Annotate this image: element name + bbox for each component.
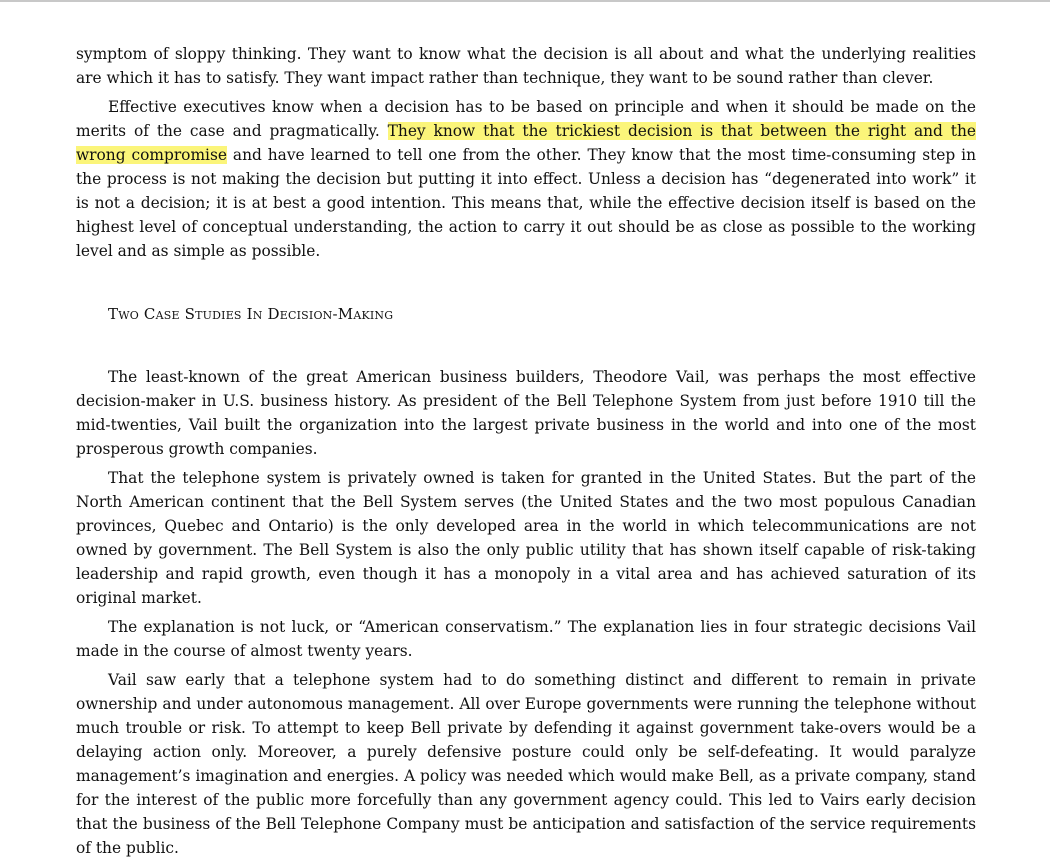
paragraph-continued: symptom of sloppy thinking. They want to know what the decision is all about and what the underlying realities are which it has to satisfy. They want impact rather than technique, they want to be sound rather than clever. — [76, 45, 976, 87]
paragraph-text: and have learned to tell one from the other. They know that the most time-consuming step in the process is not making the decision but putting it into effect. Unless a decision has “degenerated into work” it is not a decision; it is at best a good intention. This means that, while the effective decision itself is based on the highest level of conceptual understanding, the action to carry it out should be as close as possible to the working level and as simple as possible. — [76, 146, 976, 260]
paragraph-effective-executives — [76, 95, 976, 263]
window-top-edge — [0, 0, 1050, 2]
paragraph-text: Effective executives know when a decision has to be based on principle and when it should be made on the merits of the case and pragmatically. — [76, 98, 976, 140]
highlighted-passage[interactable]: They know that the trickiest decision is that between the right and the wrong compromise — [76, 122, 977, 164]
paragraph-explanation: The explanation is not luck, or “American conservatism.” The explanation lies in four strategic decisions Vail made in the course of almost twenty years. — [76, 618, 976, 660]
paragraph-telephone-ownership: That the telephone system is privately owned is taken for granted in the United States. But the part of the North American continent that the Bell System serves (the United States and the two most populous Canadian provinces, Quebec and Ontario) is the only developed area in the world in which telecommunications are not owned by government. The Bell System is also the only public utility that has shown itself capable of risk-taking leadership and rapid growth, even though it has a monopoly in a vital area and has achieved saturation of its original market. — [76, 469, 976, 607]
document-page — [76, 42, 976, 865]
paragraph-vail-policy: Vail saw early that a telephone system had to do something distinct and different to remain in private ownership and under autonomous management. All over Europe governments were running the telephone without much trouble or risk. To attempt to keep Bell private by defending it against government take-overs would be a delaying action only. Moreover, a purely defensive posture could only be self-defeating. It would paralyze management’s imagination and energies. A policy was needed which would make Bell, as a private company, stand for the interest of the public more forcefully than any government agency could. This led to Vairs early decision that the business of the Bell Telephone Company must be anticipation and satisfaction of the service requirements of the public. — [76, 671, 976, 857]
paragraph-theodore-vail: The least-known of the great American business builders, Theodore Vail, was perhaps the most effective decision-maker in U.S. business history. As president of the Bell Telephone System from just before 1910 till the mid-twenties, Vail built the organization into the largest private business in the world and into one of the most prosperous growth companies. — [76, 368, 976, 458]
section-heading: Two Case Studies In Decision-Making — [108, 305, 394, 323]
